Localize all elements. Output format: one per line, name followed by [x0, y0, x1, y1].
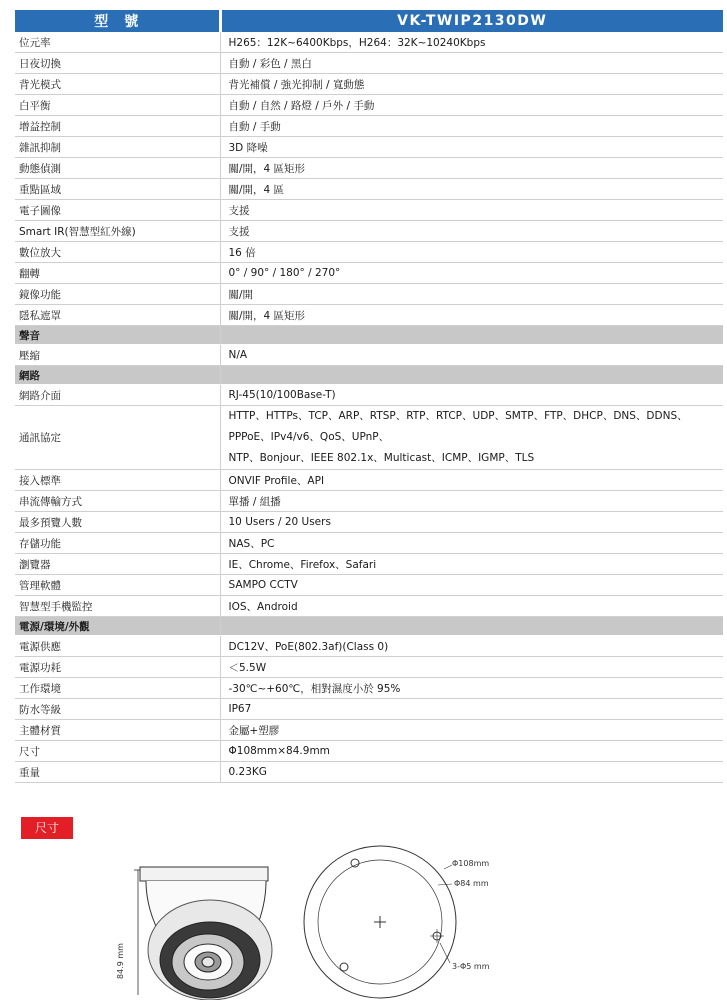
- spec-row: [15, 179, 723, 200]
- spec-value: ＜5.5W: [220, 657, 723, 678]
- spec-value: 10 Users / 20 Users: [220, 512, 723, 533]
- spec-row: [15, 305, 723, 326]
- section-filler: [220, 617, 723, 636]
- spec-value: 0.23KG: [220, 762, 723, 783]
- camera-top-view: [304, 846, 456, 998]
- spec-key: 重量: [15, 762, 220, 783]
- spec-body: [15, 32, 723, 783]
- spec-key: 電源功耗: [15, 657, 220, 678]
- spec-key: 智慧型手機監控: [15, 596, 220, 617]
- spec-row: [15, 200, 723, 221]
- spec-row: [15, 158, 723, 179]
- outer-diameter-text: Φ108mm: [452, 859, 490, 868]
- spec-key: 數位放大: [15, 242, 220, 263]
- spec-row: [15, 242, 723, 263]
- spec-value: 3D 降噪: [220, 137, 723, 158]
- spec-row: [15, 32, 723, 53]
- spec-row: [15, 636, 723, 657]
- section-header-row: [15, 366, 723, 385]
- protocol-line: PPPoE、IPv4/v6、QoS、UPnP、: [228, 431, 390, 443]
- spec-value: ONVIF Profile、API: [220, 470, 723, 491]
- spec-row: [15, 554, 723, 575]
- spec-header-row: [15, 10, 723, 32]
- spec-row: [15, 533, 723, 554]
- spec-value: 自動 / 彩色 / 黑白: [220, 53, 723, 74]
- dimension-drawing: [0, 845, 727, 1000]
- spec-row: [15, 491, 723, 512]
- spec-key: 網路介面: [15, 385, 220, 406]
- spec-value: NAS、PC: [220, 533, 723, 554]
- spec-row: [15, 221, 723, 242]
- spec-value: IOS、Android: [220, 596, 723, 617]
- spec-row: [15, 657, 723, 678]
- spec-key: 尺寸: [15, 741, 220, 762]
- section-header-row: [15, 326, 723, 345]
- spec-row: [15, 74, 723, 95]
- spec-row: [15, 284, 723, 305]
- spec-value: IE、Chrome、Firefox、Safari: [220, 554, 723, 575]
- model-label-header: 型 號: [15, 10, 220, 32]
- spec-value: 自動 / 自然 / 路燈 / 戶外 / 手動: [220, 95, 723, 116]
- spec-key: 接入標準: [15, 470, 220, 491]
- spec-row: [15, 95, 723, 116]
- spec-value: 金屬+塑膠: [220, 720, 723, 741]
- spec-value: N/A: [220, 345, 723, 366]
- section-filler: [220, 326, 723, 345]
- spec-key: 隱私遮罩: [15, 305, 220, 326]
- spec-row: [15, 741, 723, 762]
- spec-value: 關/開，4 區矩形: [220, 158, 723, 179]
- camera-side-view: [134, 867, 272, 1000]
- section-title: 網路: [15, 366, 220, 385]
- spec-row: [15, 762, 723, 783]
- spec-value: 支援: [220, 221, 723, 242]
- spec-row: [15, 678, 723, 699]
- spec-value: IP67: [220, 699, 723, 720]
- spec-row: [15, 263, 723, 284]
- section-header-row: [15, 617, 723, 636]
- section-filler: [220, 366, 723, 385]
- spec-key: 白平衡: [15, 95, 220, 116]
- height-dimension-text: 84.9 mm: [116, 943, 125, 979]
- spec-key: 存儲功能: [15, 533, 220, 554]
- spec-value: 關/開，4 區矩形: [220, 305, 723, 326]
- spec-value: 0° / 90° / 180° / 270°: [220, 263, 723, 284]
- spec-value: 支援: [220, 200, 723, 221]
- spec-key: 電源供應: [15, 636, 220, 657]
- section-title: 電源/環境/外觀: [15, 617, 220, 636]
- spec-key: 位元率: [15, 32, 220, 53]
- spec-key: 增益控制: [15, 116, 220, 137]
- spec-key: 雜訊抑制: [15, 137, 220, 158]
- spec-row: [15, 116, 723, 137]
- section-title: 聲音: [15, 326, 220, 345]
- spec-key: 管理軟體: [15, 575, 220, 596]
- spec-key: 壓縮: [15, 345, 220, 366]
- spec-value: RJ-45(10/100Base-T): [220, 385, 723, 406]
- dimensions-label: 尺寸: [21, 817, 73, 839]
- spec-value: DC12V、PoE(802.3af)(Class 0): [220, 636, 723, 657]
- spec-row: [15, 512, 723, 533]
- model-number-header: VK-TWIP2130DW: [220, 10, 723, 32]
- spec-key: 主體材質: [15, 720, 220, 741]
- spec-value: 關/開，4 區: [220, 179, 723, 200]
- spec-value: 單播 / 組播: [220, 491, 723, 512]
- spec-table: [15, 10, 723, 783]
- spec-value: Φ108mm×84.9mm: [220, 741, 723, 762]
- spec-value: -30℃~+60℃，相對濕度小於 95%: [220, 678, 723, 699]
- spec-value: 背光補償 / 強光抑制 / 寬動態: [220, 74, 723, 95]
- inner-diameter-text: Φ84 mm: [454, 879, 489, 888]
- spec-row: [15, 720, 723, 741]
- spec-key: 通訊協定: [15, 406, 220, 470]
- spec-key: 串流傳輸方式: [15, 491, 220, 512]
- spec-value: H265：12K~6400Kbps，H264：32K~10240Kbps: [220, 32, 723, 53]
- spec-key: 工作環境: [15, 678, 220, 699]
- spec-key: 背光模式: [15, 74, 220, 95]
- spec-row: [15, 385, 723, 406]
- spec-key: 日夜切換: [15, 53, 220, 74]
- spec-value: 16 倍: [220, 242, 723, 263]
- spec-key: 鏡像功能: [15, 284, 220, 305]
- spec-row: [15, 575, 723, 596]
- spec-row: [15, 53, 723, 74]
- spec-key: 電子圖像: [15, 200, 220, 221]
- spec-value: [220, 406, 723, 470]
- spec-key: 重點區域: [15, 179, 220, 200]
- spec-key: 動態偵測: [15, 158, 220, 179]
- spec-row: [15, 470, 723, 491]
- spec-row: [15, 137, 723, 158]
- spec-value: 關/開: [220, 284, 723, 305]
- spec-key: 翻轉: [15, 263, 220, 284]
- protocol-line: NTP、Bonjour、IEEE 802.1x、Multicast、ICMP、IGMP、TLS: [228, 452, 535, 464]
- spec-value: 自動 / 手動: [220, 116, 723, 137]
- spec-key: Smart IR(智慧型紅外線): [15, 221, 220, 242]
- spec-value: SAMPO CCTV: [220, 575, 723, 596]
- spec-key: 防水等級: [15, 699, 220, 720]
- spec-row: [15, 345, 723, 366]
- spec-row: [15, 596, 723, 617]
- spec-key: 瀏覽器: [15, 554, 220, 575]
- mount-holes-text: 3-Φ5 mm: [452, 962, 490, 971]
- spec-row-protocol: [15, 406, 723, 470]
- spec-key: 最多預覽人數: [15, 512, 220, 533]
- protocol-line: HTTP、HTTPs、TCP、ARP、RTSP、RTP、RTCP、UDP、SMTP、FTP、DHCP、DNS、DDNS、: [228, 410, 688, 422]
- spec-row: [15, 699, 723, 720]
